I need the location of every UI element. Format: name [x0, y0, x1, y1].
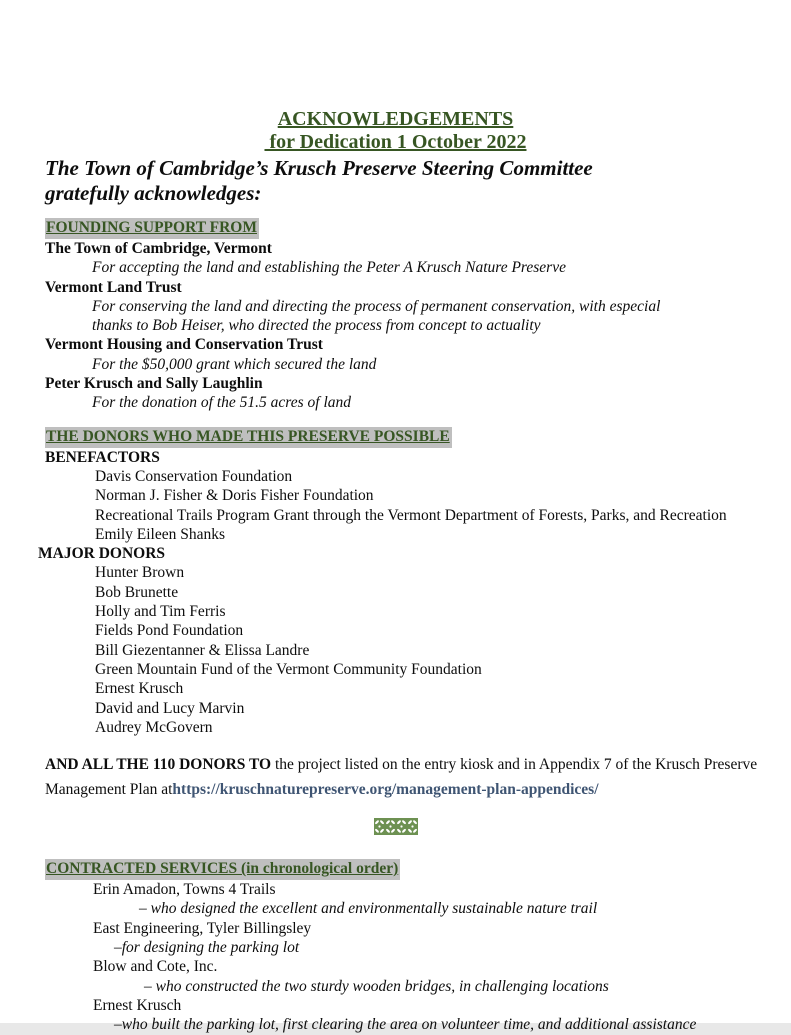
donor-item: Bob Brunette [95, 583, 179, 601]
donors-note-prefix: Management Plan at [45, 781, 173, 799]
founding-entry-description: For accepting the land and establishing the Peter A Krusch Nature Preserve [92, 259, 566, 277]
section-founding-support [45, 218, 746, 413]
intro-line-2: gratefully acknowledges: [45, 181, 262, 205]
donors-note-rest: the project listed on the entry kiosk and in Appendix 7 of the Krusch Preserve [271, 756, 758, 774]
section-contracted-services [45, 859, 746, 1034]
floral-ornament-icon [385, 818, 396, 835]
donors-note [45, 752, 758, 802]
donor-item: Recreational Trails Program Grant through the Vermont Department of Forests, Parks, and Recreation [95, 506, 727, 524]
donor-item: Ernest Krusch [95, 680, 184, 698]
contracted-entry-name: Erin Amadon, Towns 4 Trails [93, 881, 276, 899]
donor-item: Emily Eileen Shanks [95, 525, 226, 543]
donor-group-title: BENEFACTORS [45, 448, 160, 466]
donor-item: Davis Conservation Foundation [95, 467, 293, 485]
donor-item: Green Mountain Fund of the Vermont Community Foundation [95, 660, 482, 678]
ornament-strip [45, 818, 746, 835]
intro-line-1: The Town of Cambridge’s Krusch Preserve Steering Committee [45, 156, 593, 180]
donors-note-bold: AND ALL THE 110 DONORS TO [45, 756, 272, 774]
page-subtitle: for Dedication 1 October 2022 [264, 131, 527, 153]
contracted-entry-name: Blow and Cote, Inc. [93, 958, 218, 976]
donor-item: Fields Pond Foundation [95, 622, 244, 640]
founding-entry-name: Peter Krusch and Sally Laughlin [45, 375, 263, 393]
founding-entries [45, 239, 746, 413]
section-heading-founding-support: FOUNDING SUPPORT FROM [45, 218, 259, 239]
floral-ornament-icon [407, 818, 418, 835]
section-donors [38, 427, 758, 802]
contracted-entry-description: –who built the parking lot, first clearing the area on volunteer time, and additional assistance [114, 1016, 697, 1034]
management-plan-link[interactable]: https://kruschnaturepreserve.org/management-plan-appendices/ [172, 781, 599, 799]
founding-entry-description: For the donation of the 51.5 acres of land [92, 394, 352, 412]
contracted-entry-name: Ernest Krusch [93, 996, 182, 1014]
donor-item: Hunter Brown [95, 564, 185, 582]
section-heading-contracted-services: CONTRACTED SERVICES (in chronological order) [45, 859, 400, 880]
floral-ornament-icon [396, 818, 407, 835]
donors-note-line-1 [45, 752, 758, 777]
intro-heading [45, 156, 746, 206]
founding-entry-name: The Town of Cambridge, Vermont [45, 240, 272, 257]
donor-item: Audrey McGovern [95, 718, 213, 736]
founding-entry-name: Vermont Housing and Conservation Trust [45, 336, 323, 354]
founding-entry-description: For conserving the land and directing the process of permanent conservation, with especial [92, 297, 661, 315]
title-block [45, 108, 746, 154]
floral-ornament-icon [374, 818, 385, 835]
contracted-entry-description: –for designing the parking lot [114, 939, 300, 957]
founding-entry-description: For the $50,000 grant which secured the land [92, 355, 377, 373]
donor-groups [38, 448, 746, 737]
donor-item: Bill Giezentanner & Elissa Landre [95, 641, 310, 659]
donor-item: Norman J. Fisher & Doris Fisher Foundation [95, 487, 374, 505]
contracted-entry-name: East Engineering, Tyler Billingsley [93, 919, 312, 937]
donor-group-title: MAJOR DONORS [38, 545, 166, 563]
donors-note-line-2 [45, 777, 746, 802]
contracted-entries [45, 880, 746, 1034]
section-heading-donors: THE DONORS WHO MADE THIS PRESERVE POSSIBLE [45, 427, 452, 448]
page-title: ACKNOWLEDGEMENTS [277, 108, 514, 130]
contracted-entry-description: – who designed the excellent and environmentally sustainable nature trail [139, 900, 598, 918]
founding-entry-description: thanks to Bob Heiser, who directed the process from concept to actuality [92, 317, 541, 335]
founding-entry-name: Vermont Land Trust [45, 278, 182, 296]
contracted-entry-description: – who constructed the two sturdy wooden bridges, in challenging locations [144, 977, 609, 995]
donor-item: David and Lucy Marvin [95, 699, 245, 717]
donor-item: Holly and Tim Ferris [95, 603, 226, 621]
